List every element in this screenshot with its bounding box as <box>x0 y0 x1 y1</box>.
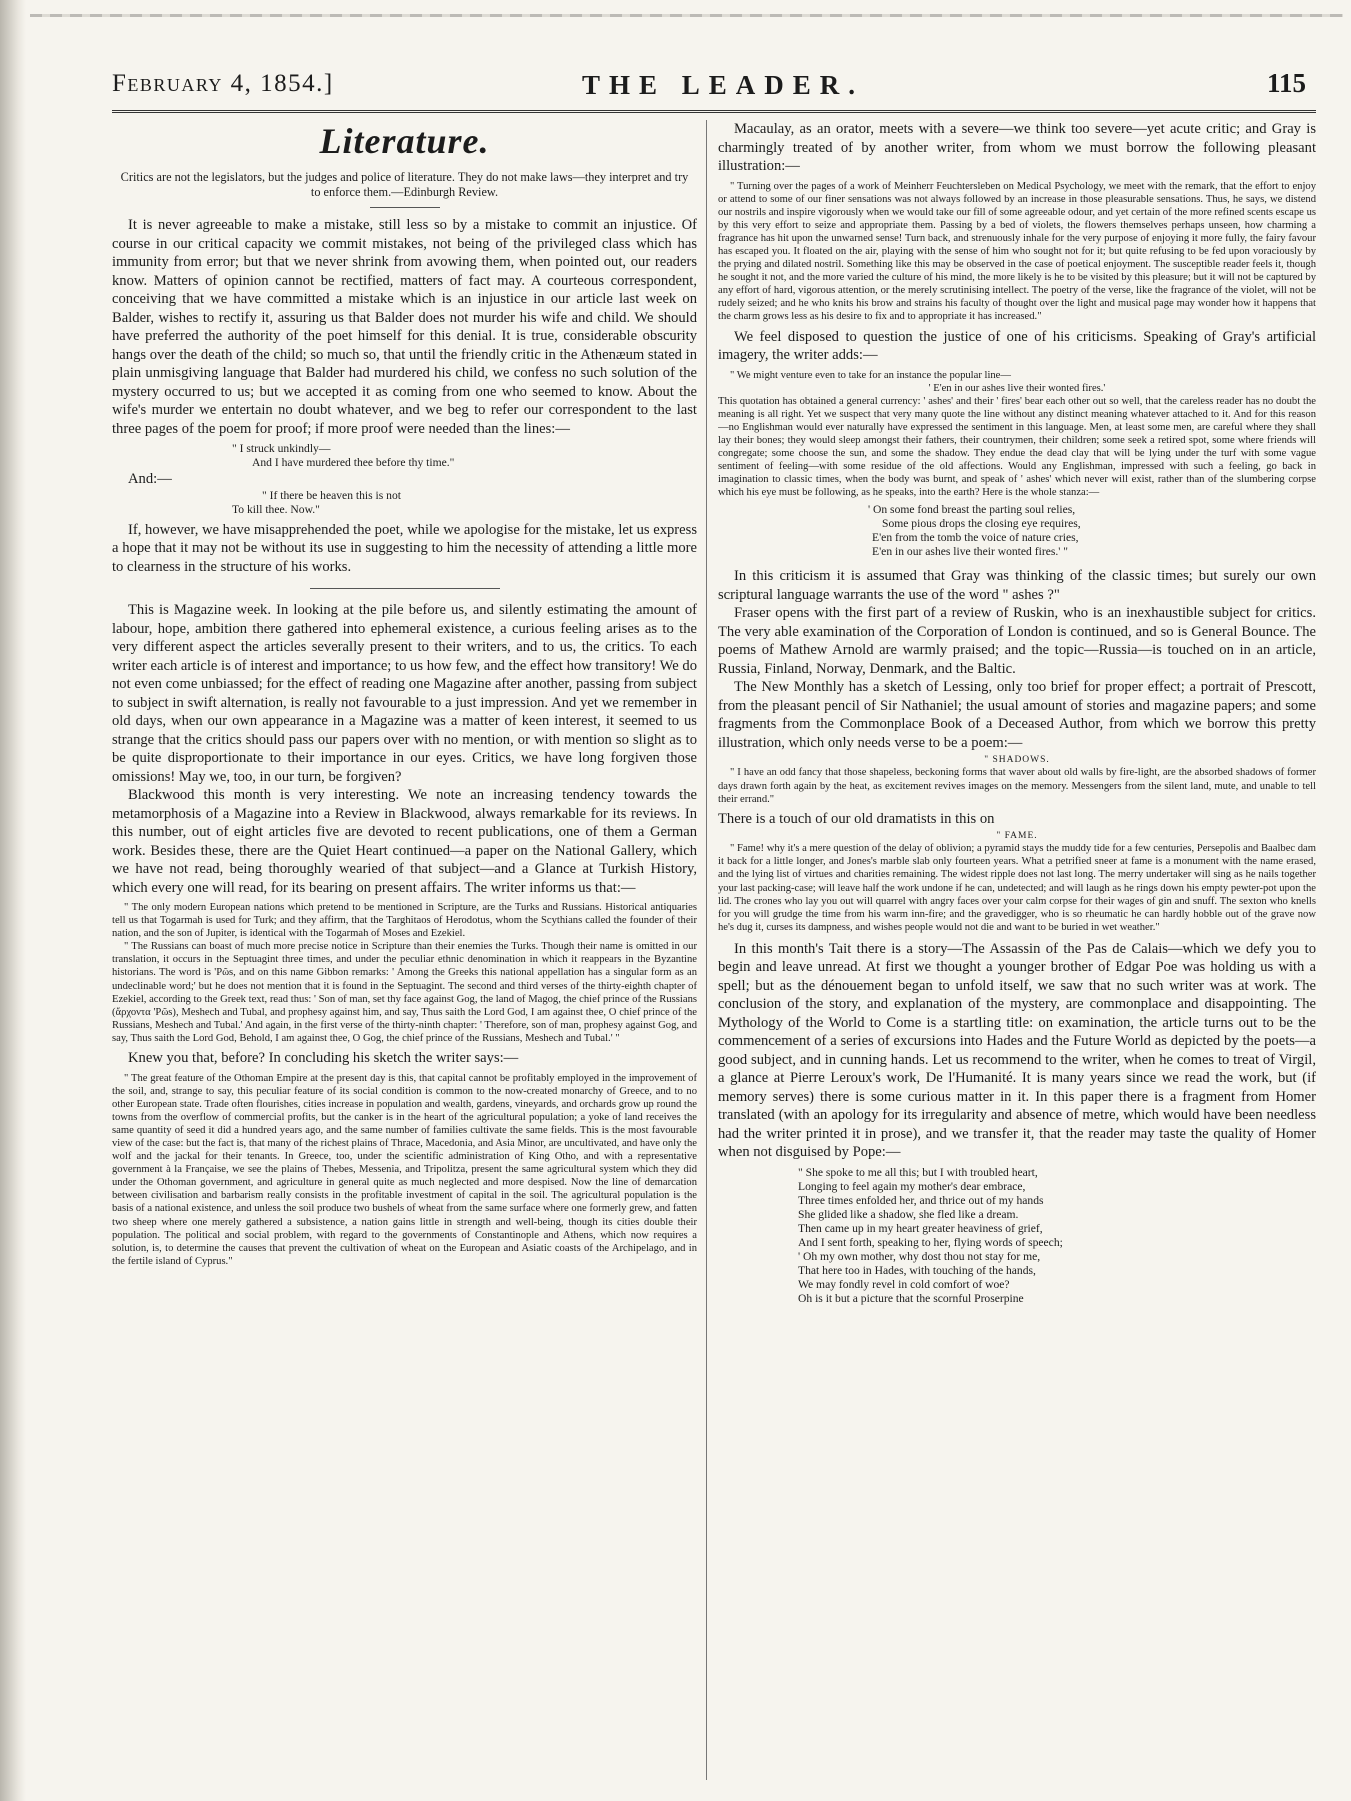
left-column <box>112 120 697 1780</box>
fame-heading: " FAME. <box>996 831 1038 842</box>
epigraph: Critics are not the legislators, but the judges and police of literature. They do not make laws—they interpret and try to enforce them.—Edinburgh Review. <box>120 170 689 199</box>
quote-feuchtersleben: " Turning over the pages of a work of Meinherr Feuchtersleben on Medical Psychology, we meet with the remark, that the effort to enjoy or attend to some of our finer sensations was not always followed by an increase in those pleasurable sensations. Thus, he says, we distend our nostrils and inspire vigorously when we would take our fill of some agreeable odour, and yet certain of the more refined scents escape us by this very effort to seize and appropriate them. Passing by a bed of violets, the flowers themselves perhaps unseen, how charming a fragrance has hit upon the unwarned sense! Turn back, and strenuously inhale for the very purpose of enjoying it more fully, the fairy favour has escaped you. It floated on the air, playing with the sense of him who sought not for it; but quite refusing to be fed upon voraciously by the prying and dilated nostril. Something like this may be observed in the case of poetical enjoyment. The susceptible reader feels it, though he sought it not, and the more varied the culture of his mind, the more likely is he to be visited by this pleasure; but it will not be captured by any effort of hard, vigorous attention, or the merely scrutinising intellect. The poetry of the verse, like the fragrance of the violet, will not be rudely seized; and he who knits his brow and strains his faculty of thought over the light and musical page may wonder how it happens that the charm grows less as his desire to fix and to appropriate it has increased." <box>718 180 1316 323</box>
scan-top-edge <box>30 14 1343 17</box>
paragraph-tait: In this month's Tait there is a story—The Assassin of the Pas de Calais—which we defy you to begin and leave unread. At first we thought a younger brother of Edgar Poe was holding us with a spell; but as the dénouement began to unfold itself, we saw that no such writer was at work. The conclusion of the story, and explanation of the mystery, are commonplace and disappointing. The Mythology of the World to Come is a startling title: on examination, the article turns out to be the commencement of a series of excursions into Hades and the Future World as depicted by the poets—a good subject, and in cunning hands. Let us recommend to the writer, when he comes to treat of Virgil, a glance at Pierre Leroux's work, De l'Humanité. It is many years since we read the work, but (if memory serves) there is some curious matter in it. In this paper there is a fragment from Homer translated (with an apology for its irregularity and absence of metre, which would have been needless had the writer printed it in prose), and we transfer it, that the reader may taste the quality of Homer when not disguised by Pope:— <box>718 940 1316 1161</box>
quote-fame: " Fame! why it's a mere question of the delay of oblivion; a pyramid stays the muddy tide for a few centuries, Persepolis and Baalbec dam it back for a little longer, and Jones's marble slab only fourteen years. What a petrified sneer at fame is a monument with the name erased, and the lying list of virtues and charities remaining. The widest ripple does not last long. The merry undertaker will sing as he nails together your last packing-case; will leave half the work undone if he can, undetected; and will laugh as he rings down his empty pewter-pot upon the lid. The crones who lay you out will quarrel with angry faces over your calm corpse for their wages of gin and snuff. The sexton who knells for you will grudge the time from his warm inn-fire; and the gravedigger, who is so rheumatic he can hardly hobble out of the grave now he's dug it, curses its dampness, and wishes people would not die and want to be buried in wet weather." <box>718 843 1316 933</box>
quote-heaven: " If there be heaven this is not To kill thee. Now." <box>232 488 401 516</box>
paragraph-mistake: It is never agreeable to make a mistake, still less so by a mistake to commit an injustice. Of course in our critical capacity we commit mistakes, not being of the privileged class which has immunity from error; but that we never shrink from avowing them, when pointed out, our readers know. Matters of opinion cannot be rectified, matters of fact may. A courteous correspondent, conceiving that we have committed a mistake which is an injustice in our article last week on Balder, wishes to rectify it, assuring us that Balder does not murder his wife and child. We should have preferred the authority of the poet himself for this denial. It is true, considerable obscurity hangs over the death of the child; so much so, that until the friendly critic in the Athenæum stated in plain unmisgiving language that Balder had murdered his child, we confess no such solution of the mystery occurred to us; but we accepted it as coming from one who seemed to know. About the wife's murder we entertain no doubt whatever, and we beg to refer our correspondent to the last three pages of the poem for proof; if more proof were needed than the lines:— <box>112 217 697 437</box>
masthead: THE LEADER. <box>582 70 865 100</box>
column-divider <box>706 120 707 1780</box>
columns <box>112 120 1316 1780</box>
divider-rule <box>310 588 500 589</box>
shadows-heading: " SHADOWS. <box>984 755 1050 766</box>
paragraph-apology: If, however, we have misapprehended the poet, while we apologise for the mistake, let us express a hope that it may not be without its use in suggesting to him the necessity of attending a little more to clearness in the structure of his works. <box>112 521 697 575</box>
right-column <box>718 120 1316 1780</box>
quote-othoman-empire: " The great feature of the Othoman Empire at the present day is this, that capital cannot be profitably employed in the improvement of the soil, and, strange to say, this peculiar feature of its social condition is common to the now-created monarchy of Greece, and to no other European state. Trade often flourishes, cities increase in population and wealth, gardens, vineyards, and orchards grow up round the towns from the overflow of commercial profits, but the canker is in the heart of the agricultural population; a yoke of land receives the same quantity of seed it did a hundred years ago, and the same number of families cultivate the same fields. This is the most favourable view of the case: but the fact is, that many of the richest plains of Thrace, Macedonia, and Asia Minor, are uncultivated, and have only the wolf and the jackal for their tenants. In Greece, too, under the scientific administration of King Otho, and with a representative government à la Française, we see the plains of Thebes, Messenia, and Tripolitza, present the same agricultural system which they did under the Othoman government, and agriculture in general quite as much neglected and more despised. Now the line of demarcation between civilisation and barbarism really consists in the profitable investment of capital in the soil. The agricultural population is the basis of a national existence, and unless the soil produce two bushels of wheat from the same surface where one formerly grew, and fatten two sheep where one merely gathered a subsistence, a nation gains little in strength and well-being, though its cities double their population. The political and social problem, with regard to the governments of Constantinople and Athens, which now requires a solution, is, to determine the causes that prevent the cultivation of wheat on the European and Asiatic coasts of the Archipelago, and in the fertile island of Cyprus." <box>112 1072 697 1267</box>
page-header <box>112 60 1316 113</box>
paragraph-knew-you: Knew you that, before? In concluding his sketch the writer says:— <box>128 1050 519 1067</box>
paragraph-new-monthly: The New Monthly has a sketch of Lessing, only too brief for proper effect; a portrait of Prescott, from the pleasant pencil of Sir Nathaniel; the usual amount of stories and magazine papers; and some fragments from the Commonplace Book of a Deceased Author, from which we borrow this pretty illustration, which only needs verse to be a poem:— <box>718 679 1316 751</box>
paragraph-criticism: In this criticism it is assumed that Gray was thinking of the classic times; but surely our own scriptural language warrants the use of the word " ashes ?" <box>718 568 1316 603</box>
quote-shadows: " I have an odd fancy that those shapeless, beckoning forms that waver about old walls by fire-light, are the absorbed shadows of former days drawn forth again by the heat, as excitement revives images on the memory. Messengers from the silent land, mute, and unable to tell their errand." <box>718 767 1316 805</box>
paragraph-fraser: Fraser opens with the first part of a review of Ruskin, who is an inexhaustible subject for critics. The very able examination of the Corporation of London is continued, and so is General Bounce. The poems of Mathew Arnold are warmly praised; and the topic—Russia—is touched on in an article, Russia, Finland, Norway, Denmark, and the Baltic. <box>718 605 1316 677</box>
paragraph-magazine-week: This is Magazine week. In looking at the pile before us, and silently estimating the amount of labour, hope, ambition there gathered into ephemeral existence, a curious feeling arises as to the very different aspect the articles severally present to their writers, and to us, the critics. To each writer each article is of interest and importance; to us how few, and the effect how transitory! We do not even come unbiassed; for the effect of reading one Magazine after another, passing from subject to subject in swift alternation, is really not favourable to a just impression. And yet we remember in old days, when our own appearance in a Magazine was a matter of keen interest, it seemed to us strange that the critics should pass our papers over with no mention, or with mention so slight as to be quite disproportionate to their importance in our eyes. Critics, we have long forgiven those omissions! May we, too, in our turn, be forgiven? <box>112 602 697 785</box>
quote-ashes-line: ' E'en in our ashes live their wonted fires.' <box>928 382 1106 394</box>
and-label: And:— <box>128 471 172 487</box>
binding-edge <box>0 0 26 1801</box>
quote-ashes-commentary: This quotation has obtained a general currency: ' ashes' and their ' fires' bear each other out so well, that the careless reader has no doubt the meaning is all right. Yet we suspect that very many quote the line without any distinct meaning whatever attached to it. And for this reason—no Englishman would ever naturally have expressed the sentiment in this language. Men, at least some men, are careful where they shall lay their bones; they would sleep amongst their fathers, their countrymen, their children; some seek a retired spot, some where friends will congregate; some choose the sun, and some the shadow. They endue the dead clay that will be lying under the turf with some vague sentiment of feeling—with some residue of the old affections. Would any Englishman, impressed with such a feeling, go back in imagination to classic times, when the body was burnt, and speak of ' ashes' which never will exist, rather than of the slumbering corpse which his eye must be following, as he speaks, into the earth? Here is the whole stanza:— <box>718 395 1316 499</box>
paragraph-macaulay: Macaulay, as an orator, meets with a severe—we think too severe—yet acute critic; and Gray is charmingly treated of by another writer, from whom we must borrow the following pleasant illustration:— <box>718 121 1316 174</box>
gray-stanza: ' On some fond breast the parting soul relies, Some pious drops the closing eye requires, E'en from the tomb the voice of nature cries, E'en in our ashes live their wonted fires.' " <box>868 503 1081 559</box>
paragraph-justice: We feel disposed to question the justice of one of his criticisms. Speaking of Gray's artificial imagery, the writer adds:— <box>718 328 1316 364</box>
newspaper-page <box>112 60 1316 1780</box>
paragraph-dramatists: There is a touch of our old dramatists in this on <box>718 810 995 827</box>
issue-date: February 4, 1854.] <box>112 70 334 97</box>
homer-fragment: " She spoke to me all this; but I with troubled heart, Longing to feel again my mother's dear embrace, Three times enfolded her, and thrice out of my hands She glided like a shadow, she fled like a dream. Then came up in my heart greater heaviness of grief, And I sent forth, speaking to her, flying words of speech; ' Oh my own mother, why dost thou not stay for me, That here too in Hades, with touching of the hands, We may fondly revel in cold comfort of woe? Oh is it but a picture that the scornful Proserpine <box>798 1165 1063 1305</box>
quote-scripture-nations: " The only modern European nations which pretend to be mentioned in Scripture, are the Turks and Russians. Historical antiquaries tell us that Togarmah is used for Turk; and they affirm, that the Targhitaos of Herodotus, whom the Scythians called the founder of their nation, and the son of Jupiter, is identical with the Togarmah of Moses and Ezekiel. <box>112 902 697 940</box>
page-number: 115 <box>1266 68 1306 98</box>
quote-struck-unkindly: " I struck unkindly— And I have murdered thee before thy time." <box>232 442 455 469</box>
quote-russians: " The Russians can boast of much more precise notice in Scripture than their enemies the Turks. Though their name is omitted in our translation, it occurs in the Septuagint three times, and under the peculiar ethnic denomination in which it reappears in the Byzantine historians. The word is 'Pῶs, and on this name Gibbon remarks: ' Among the Greeks this national appellation has a singular form as an undeclinable word;' but he does not mention that it is found in the Septuagint. The second and third verses of the thirty-eighth chapter of Ezekiel, according to the Greek text, read thus: ' Son of man, set thy face against Gog, the land of Magog, the chief prince of the Russians (ἄρχοντα 'Pῶs), Meshech and Tubal, and prophesy against him, and say, Thus saith the Lord God, I am against thee, O chief prince of the Russians, Meshech and Tubal.' And again, in the first verse of the thirty-ninth chapter: ' Therefore, son of man, prophesy against Gog, and say, Thus saith the Lord God, Behold, I am against thee, O Gog, the chief prince of the Russians, Meshech and Tubal.' " <box>112 941 697 1044</box>
quote-venture: " We might venture even to take for an instance the popular line— <box>730 369 1011 381</box>
section-title: Literature. <box>319 121 490 161</box>
paragraph-blackwood: Blackwood this month is very interesting. We note an increasing tendency towards the metamorphosis of a Magazine into a Review in Blackwood, always remarkable for its reviews. In this number, out of eight articles five are devoted to recent publications, one of them a German work. Besides these, there are the Quiet Heart continued—a paper on the National Gallery, which we have not read, being thoroughly wearied of that subject—and a Glance at Turkish History, which every one will read, for its bearing on present affairs. The writer informs us that:— <box>112 787 697 896</box>
divider-rule <box>370 207 440 208</box>
